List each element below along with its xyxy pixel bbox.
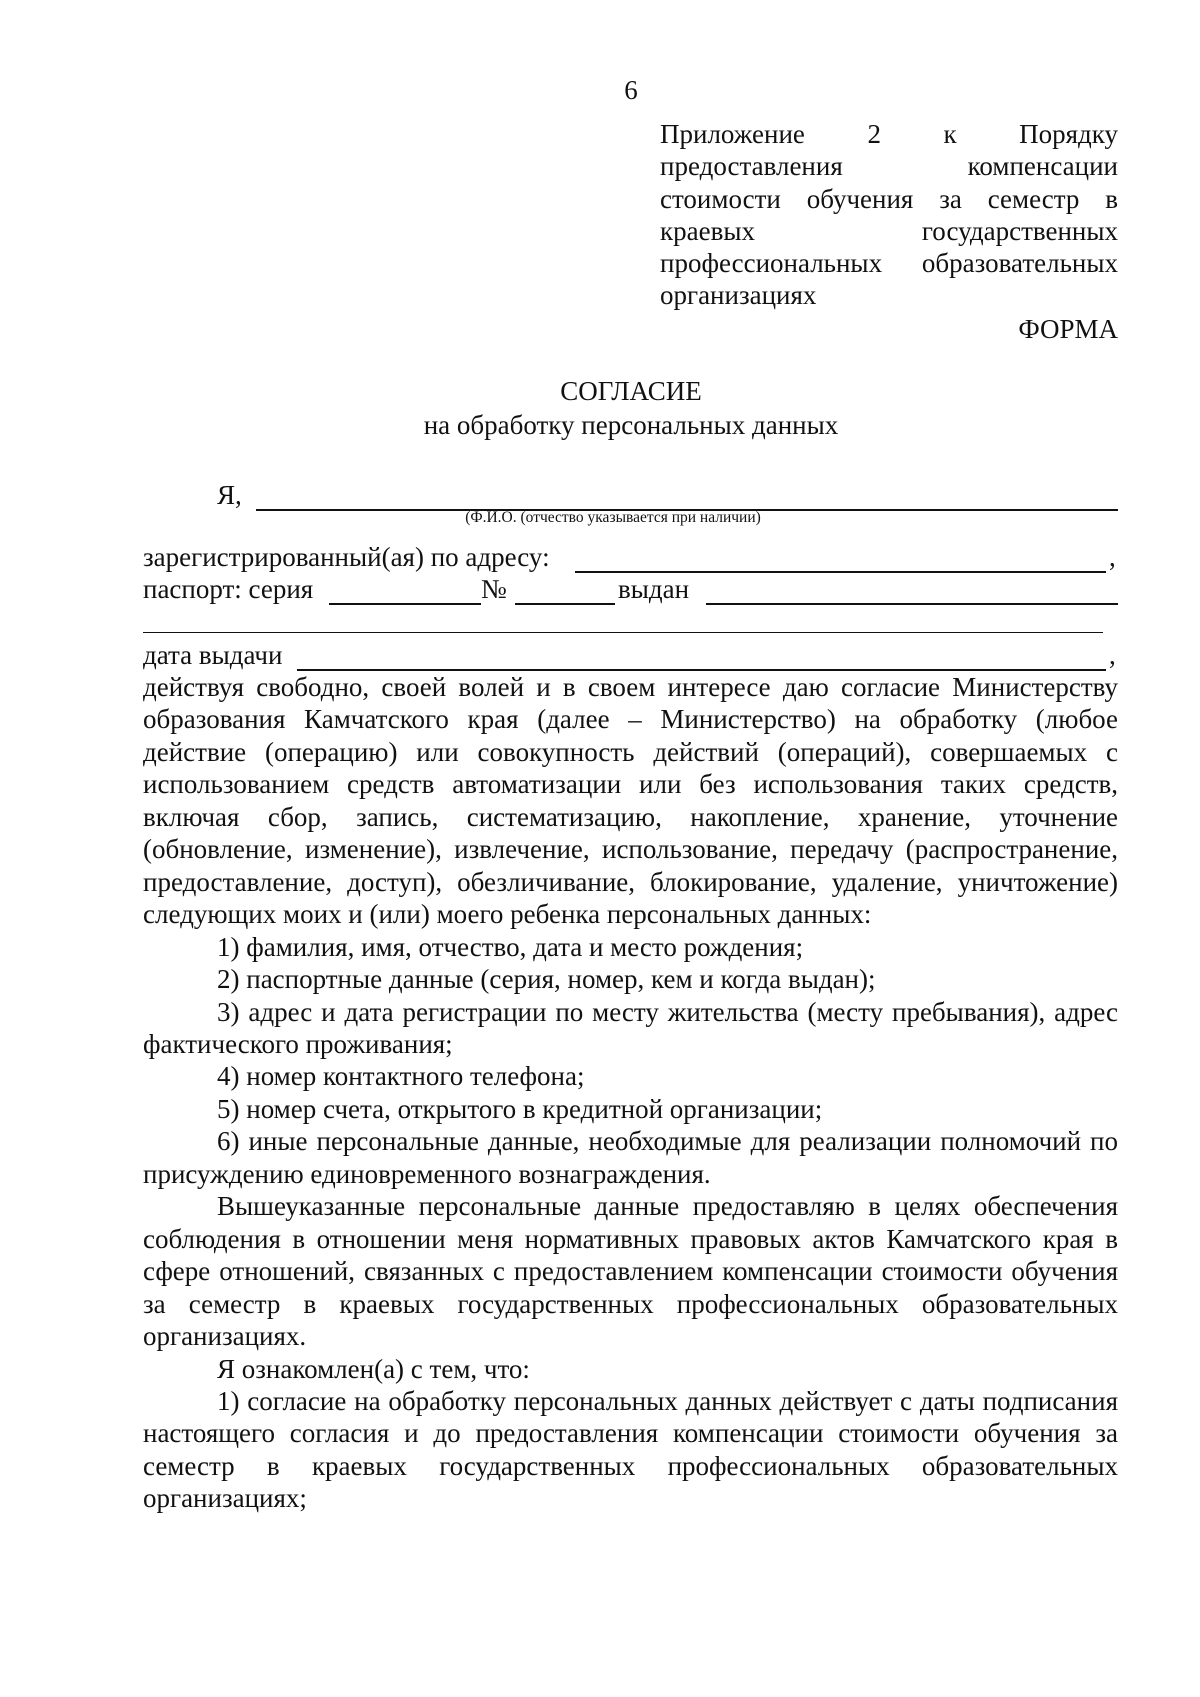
form-label: ФОРМА: [1018, 314, 1118, 344]
fio-label: Я,: [217, 480, 242, 510]
appendix-reference: [660, 118, 1118, 312]
appendix-line: краевых государственных: [660, 215, 1118, 246]
passport-series-field[interactable]: [329, 576, 481, 605]
fio-row: [143, 478, 1118, 512]
appendix-line: профессиональных образовательных: [660, 248, 1118, 279]
acknowledged-heading: Я ознакомлен(а) с тем, что:: [217, 1353, 530, 1384]
address-label: зарегистрированный(ая) по адресу:: [143, 542, 550, 572]
document-subtitle: на обработку персональных данных: [423, 410, 839, 440]
passport-number-field[interactable]: [515, 576, 615, 605]
passport-series-label: паспорт: серия: [143, 574, 314, 604]
address-comma: ,: [1109, 542, 1116, 572]
issue-date-label: дата выдачи: [143, 640, 283, 670]
issue-date-row: [143, 638, 1118, 672]
data-item: 2) паспортные данные (серия, номер, кем и когда выдан);: [217, 964, 876, 995]
appendix-line: предоставления компенсации: [660, 151, 1118, 182]
fio-hint: (Ф.И.О. (отчество указывается при наличии): [465, 509, 761, 526]
consent-body: [143, 671, 1118, 1515]
document-title: СОГЛАСИЕ: [560, 376, 702, 406]
appendix-line: Приложение 2 к Порядку: [660, 119, 1118, 149]
issue-date-field[interactable]: [297, 642, 1106, 671]
passport-number-sign: №: [481, 574, 507, 604]
passport-issued-label: выдан: [618, 574, 690, 604]
address-row: [143, 540, 1118, 574]
issue-date-comma: ,: [1109, 640, 1116, 670]
page-number: 6: [624, 75, 638, 105]
address-field[interactable]: [575, 544, 1106, 573]
consent-intro: действуя свободно, своей волей и в своем интересе даю согласие Министерству образования Камчатского края (далее – Министерство) на обработку (любое действие (операцию) или совокупность действий (операций), совершаемых с использованием средств автоматизации или без использования таких средств, включая сбор, запись, систематизацию, накопление, хранение, уточнение (обновление, изменение), извлечение, использование, передачу (распространение, предоставление, доступ), обезличивание, блокирование, удаление, уничтожение) следующих моих и (или) моего ребенка персональных данных:: [143, 672, 1118, 930]
data-item: 1) фамилия, имя, отчество, дата и место рождения;: [217, 931, 804, 962]
fio-field[interactable]: [256, 482, 1118, 511]
passport-issued-by-continuation-field[interactable]: [143, 632, 1103, 633]
appendix-line: организациях: [660, 280, 817, 311]
appendix-line: стоимости обучения за семестр в: [660, 183, 1118, 214]
acknowledged-item: 1) согласие на обработку персональных данных действует с даты подписания настоящего согласия и до предоставления компенсации стоимости обучения за семестр в краевых государственных профессиональных образовательных организациях;: [143, 1385, 1118, 1514]
passport-continuation-row: [143, 602, 1118, 636]
data-item: 3) адрес и дата регистрации по месту жительства (месту пребывания), адрес фактического проживания;: [143, 996, 1118, 1059]
passport-issued-by-field[interactable]: [706, 576, 1118, 605]
passport-row: [143, 572, 1118, 606]
data-item: 6) иные персональные данные, необходимые для реализации полномочий по присуждению единовременного вознаграждения.: [143, 1126, 1118, 1189]
data-item: 5) номер счета, открытого в кредитной организации;: [217, 1093, 823, 1124]
data-item: 4) номер контактного телефона;: [217, 1061, 585, 1092]
consent-purpose: Вышеуказанные персональные данные предоставляю в целях обеспечения соблюдения в отношении меня нормативных правовых актов Камчатского края в сфере отношений, связанных с предоставлением компенсации стоимости обучения за семестр в краевых государственных профессиональных образовательных организациях.: [143, 1191, 1118, 1352]
